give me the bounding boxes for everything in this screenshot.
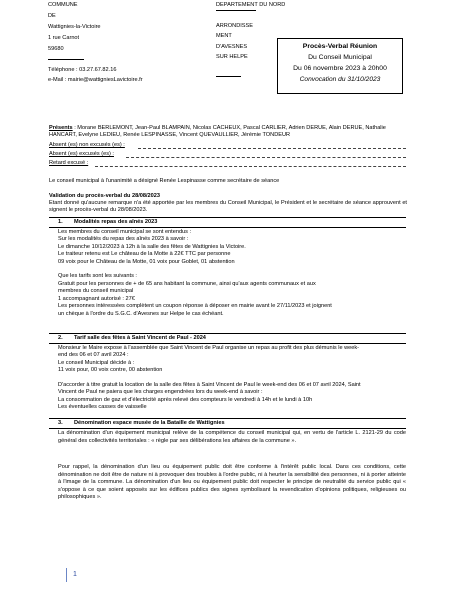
section-1-body <box>58 229 332 318</box>
body-line: un chèque à l'ordre du S.G.C. d'Avesnes sur Helpe le cas échéant. <box>58 310 224 317</box>
body-line: Gratuit pour les personnes de + de 65 ans habitant la commune, ainsi qu'aux agents communaux et aux <box>58 280 316 287</box>
email-text: e-Mail : mairie@wattigniesLavictoire.fr <box>48 77 143 83</box>
body-line: Les éventuelles casses de vaisselle <box>58 404 147 411</box>
convocation-date: Convocation du 31/10/2023 <box>299 76 381 83</box>
pv-date: Du 06 novembre 2023 à 20h00 <box>293 65 387 72</box>
body-line: Sur les modalités du repas des aînés 2023 à savoir : <box>58 236 189 243</box>
section-3-para-2: Pour rappel, la dénomination d'un lieu ou équipement public doit être conforme à l'intérêt public local. Dans ces conditions, cette dénomination ne doit être de nature ni à provoquer des troubles à l'ordre public, ni à heurter la sensibilité des personnes, ni à porter atteinte à l'image de la commune. La dénomination d'un lieu ou équipement public doit respecter le principe de neutralité du service public qui « s'oppose à ce que soient apposés sur les édifices publics des signes symbolisant la revendication d'opinions politiques, religieuses ou philosophiques ». <box>58 464 406 501</box>
header-rule <box>216 10 256 11</box>
section-3-number: 3. <box>58 420 63 426</box>
body-line: 1 accompagnant autorisé : 27€ <box>58 295 135 302</box>
section-3-para-1: La dénomination d'un équipement municipal relève de la compétence du conseil municipal qui, en vertu de l'article L. 2121-29 du code général des collectivités territoriales : « règle par ses délibérations les affaires de la commune ». <box>58 430 406 444</box>
body-line: La consommation de gaz et d'électricité après relevé des compteurs le vendredi à 14h et le lundi à 10h <box>58 396 313 403</box>
commune-block <box>48 0 101 55</box>
body-line: Vincent de Paul ne paiera que les charges engendrées lors du week-end à savoir : <box>58 389 263 396</box>
commune-line: COMMUNE <box>48 2 78 8</box>
page-number: 1 <box>73 571 77 578</box>
arrondissement-line: SUR HELPE <box>216 54 248 60</box>
validation-title: Validation du procès-verbal du 28/08/2023 <box>49 193 160 199</box>
title-box <box>277 38 403 94</box>
section-2-body <box>58 345 361 412</box>
commune-name: Wattignies-la-Victoire <box>48 24 101 30</box>
department-title: DEPARTEMENT DU NORD <box>216 2 286 8</box>
header-rule <box>48 59 84 60</box>
section-rule <box>49 333 406 334</box>
body-line: end des 06 et 07 avril 2024 : <box>58 352 129 359</box>
section-rule <box>49 418 406 419</box>
body-spacer <box>58 266 332 273</box>
body-line: Le dimanche 10/12/2023 à 12h à la salle des fêtes de Wattignies la Victoire. <box>58 243 246 250</box>
dotted-fill <box>95 166 406 167</box>
body-line: Les membres du conseil municipal se sont entendus : <box>58 229 192 235</box>
pv-title: Procès-Verbal Réunion <box>302 43 378 50</box>
dotted-fill <box>138 148 406 149</box>
page-marker-bar <box>66 568 67 582</box>
section-rule <box>49 428 406 429</box>
present-label: Présents <box>49 125 73 131</box>
contact-block <box>48 65 143 85</box>
body-line: Le conseil Municipal décide à : <box>58 359 135 366</box>
body-line: 11 voix pour, 00 voix contre, 00 abstention <box>58 367 163 374</box>
dotted-fill <box>126 157 406 158</box>
section-rule <box>49 227 406 228</box>
body-line: Les personnes intéressées complètent un coupon réponse à déposer en mairie avant le 27/11/2023 et joignent <box>58 303 332 310</box>
present-names: : Morane BERLEMONT, Jean-Paul BLAMPAIN, Nicolas CACHEUX, Pascal CARLIER, Adrien DERUE, Alain DERUE, Nathalie <box>72 125 386 131</box>
body-line: D'accorder à titre gratuit la location de la salle des fêtes à Saint Vincent de Paul le week-end des 06 et 07 avril 2024, Saint <box>58 381 361 388</box>
validation-text: Etant donné qu'aucune remarque n'a été apportée par les membres du Conseil Municipal, le Président et le secrétaire de séance approuvent et signent le procès-verbal du 28/08/2023. <box>49 200 407 214</box>
absent-unexcused-label: Absent (es) non excusés (es) : <box>49 142 125 148</box>
section-rule <box>49 217 406 218</box>
arrondissement-line: ARRONDISSE <box>216 22 253 29</box>
pv-subtitle: Du Conseil Municipal <box>308 54 372 61</box>
body-line: Le traiteur retenu est Le château de la Motte à 22€ TTC par personne <box>58 251 231 258</box>
present-names-2: HANCART, Evelyne LEDIEU, Renée LESPINASSE, Vincent QUEVAULLIER, Jérémie TONDEUR <box>49 132 291 138</box>
header-rule <box>216 76 241 77</box>
section-2-number: 2. <box>58 335 63 341</box>
section-rule <box>49 343 406 344</box>
body-line: Monsieur le Maire expose à l'assemblée que Saint Vincent de Paul organise un repas au profit des plus démunis le week- <box>58 345 360 351</box>
absent-excused-label: Absent (es) excusés (es) : <box>49 151 114 157</box>
section-3-title: Dénomination espace musée de la Bataille de Wattignies <box>74 420 225 426</box>
phone-text: Téléphone : 03.27.67.82.16 <box>48 67 117 73</box>
commune-line: DE <box>48 13 56 19</box>
body-line: Que les tarifs sont les suivants : <box>58 273 137 280</box>
commune-address: 1 rue Carnot <box>48 35 80 41</box>
body-spacer <box>58 375 361 382</box>
secretary-text: Le conseil municipal à l'unanimité a désigné Renée Lespinasse comme secrétaire de séance <box>49 178 280 184</box>
arrondissement-line: D'AVESNES <box>216 43 248 50</box>
late-label: Retard excusé : <box>49 160 89 166</box>
section-2-title: Tarif salle des fêtes à Saint Vincent de Paul - 2024 <box>74 335 206 341</box>
commune-postcode: 59680 <box>48 46 64 52</box>
arrondissement-line: MENT <box>216 33 232 39</box>
body-line: membres du conseil municipal <box>58 288 134 295</box>
body-line: 09 voix pour le Château de la Motte, 01 voix pour Goblet, 01 abstention <box>58 258 235 265</box>
section-1-number: 1. <box>58 219 63 225</box>
section-1-title: Modalités repas des aînés 2023 <box>74 219 158 225</box>
